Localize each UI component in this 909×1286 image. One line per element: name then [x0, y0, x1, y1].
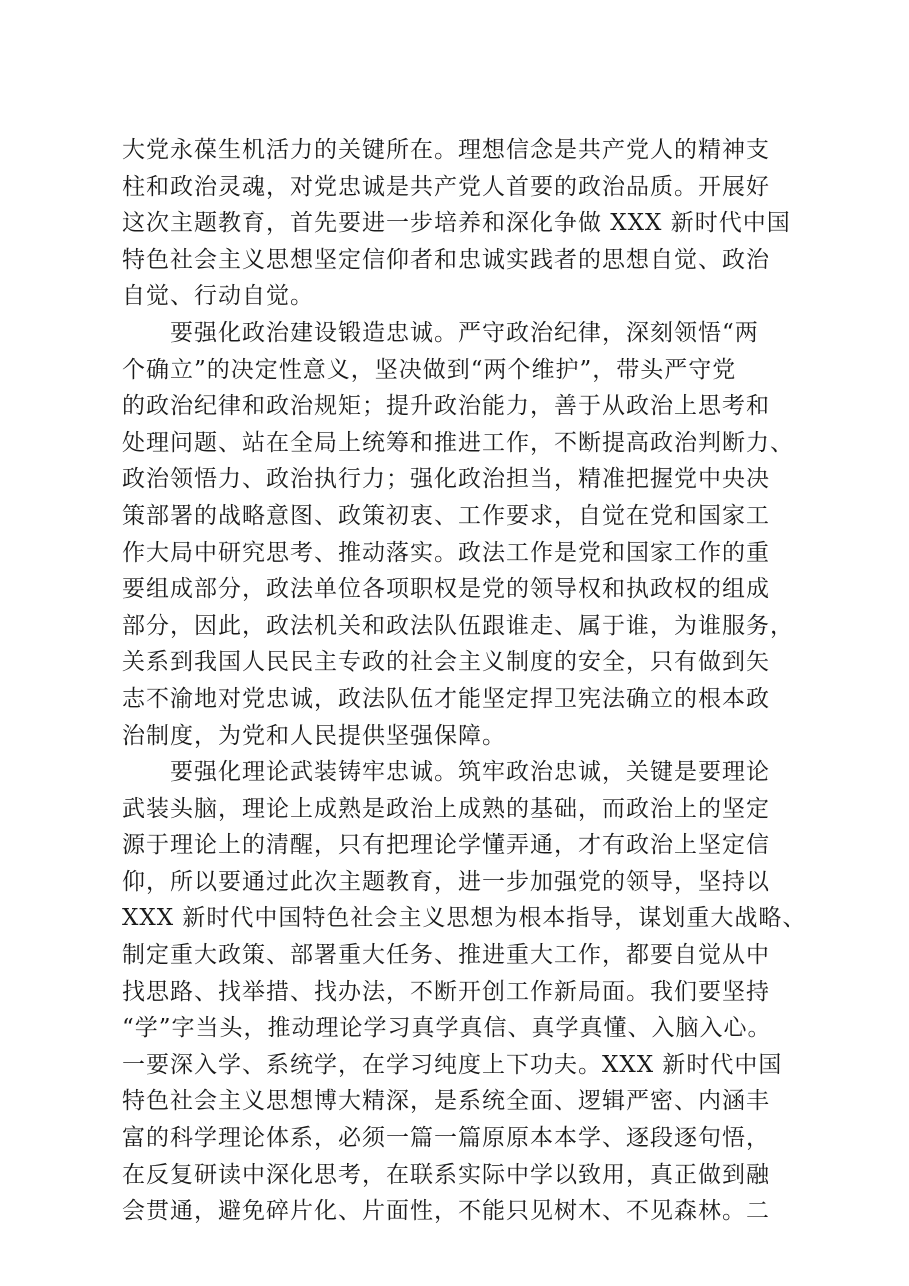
text-line: 富的科学理论体系，必须一篇一篇原原本本学、逐段逐句悟， [122, 1125, 770, 1152]
text-line: 这次主题教育，首先要进一步培养和深化争做 XXX 新时代中国 [122, 210, 791, 237]
text-line: 政治领悟力、政治执行力；强化政治担当，精准把握党中央决 [122, 466, 770, 493]
text-line: 一要深入学、系统学，在学习纯度上下功夫。XXX 新时代中国 [122, 1051, 783, 1078]
text-line: 处理问题、站在全局上统筹和推进工作，不断提高政治判断力、 [122, 429, 794, 456]
document-body [122, 132, 822, 1230]
text-line: 会贯通，避免碎片化、片面性，不能只见树木、不见森林。二 [122, 1198, 770, 1225]
text-line: 在反复研读中深化思考，在联系实际中学以致用，真正做到融 [122, 1161, 770, 1188]
text-line: 特色社会主义思想博大精深，是系统全面、逻辑严密、内涵丰 [122, 1088, 770, 1115]
text-line: 部分，因此，政法机关和政法队伍跟谁走、属于谁，为谁服务， [122, 612, 794, 639]
text-line: 个确立”的决定性意义，坚决做到“两个维护”，带头严守党 [122, 356, 737, 383]
paragraph-first-line: 要强化理论武装铸牢忠诚。筑牢政治忠诚，关键是要理论 [170, 759, 770, 786]
text-line: 武装头脑，理论上成熟是政治上成熟的基础，而政治上的坚定 [122, 795, 770, 822]
text-line: 源于理论上的清醒，只有把理论学懂弄通，才有政治上坚定信 [122, 832, 770, 859]
text-line: 特色社会主义思想坚定信仰者和忠诚实践者的思想自觉、政治 [122, 246, 770, 273]
text-line: 仰，所以要通过此次主题教育，进一步加强党的领导，坚持以 [122, 868, 770, 895]
text-line: 作大局中研究思考、推动落实。政法工作是党和国家工作的重 [122, 539, 770, 566]
text-line: 志不渝地对党忠诚，政法队伍才能坚定捍卫宪法确立的根本政 [122, 685, 770, 712]
text-line: 要组成部分，政法单位各项职权是党的领导权和执政权的组成 [122, 576, 770, 603]
text-line: 大党永葆生机活力的关键所在。理想信念是共产党人的精神支 [122, 137, 770, 163]
text-line: XXX 新时代中国特色社会主义思想为根本指导，谋划重大战略、 [122, 905, 807, 932]
text-line: 制定重大政策、部署重大任务、推进重大工作，都要自觉从中 [122, 942, 770, 969]
text-line: “学”字当头，推动理论学习真学真信、真学真懂、入脑入心。 [122, 1015, 772, 1042]
text-line: 的政治纪律和政治规矩；提升政治能力，善于从政治上思考和 [122, 393, 770, 420]
text-line: 治制度，为党和人民提供坚强保障。 [122, 722, 506, 749]
text-line: 柱和政治灵魂，对党忠诚是共产党人首要的政治品质。开展好 [122, 173, 770, 200]
text-line: 策部署的战略意图、政策初衷、工作要求，自觉在党和国家工 [122, 502, 770, 529]
text-line: 找思路、找举措、找办法，不断开创工作新局面。我们要坚持 [122, 978, 770, 1005]
text-line: 自觉、行动自觉。 [122, 283, 314, 310]
text-line: 关系到我国人民民主专政的社会主义制度的安全，只有做到矢 [122, 649, 770, 676]
paragraph-first-line: 要强化政治建设锻造忠诚。严守政治纪律，深刻领悟“两 [170, 319, 759, 346]
